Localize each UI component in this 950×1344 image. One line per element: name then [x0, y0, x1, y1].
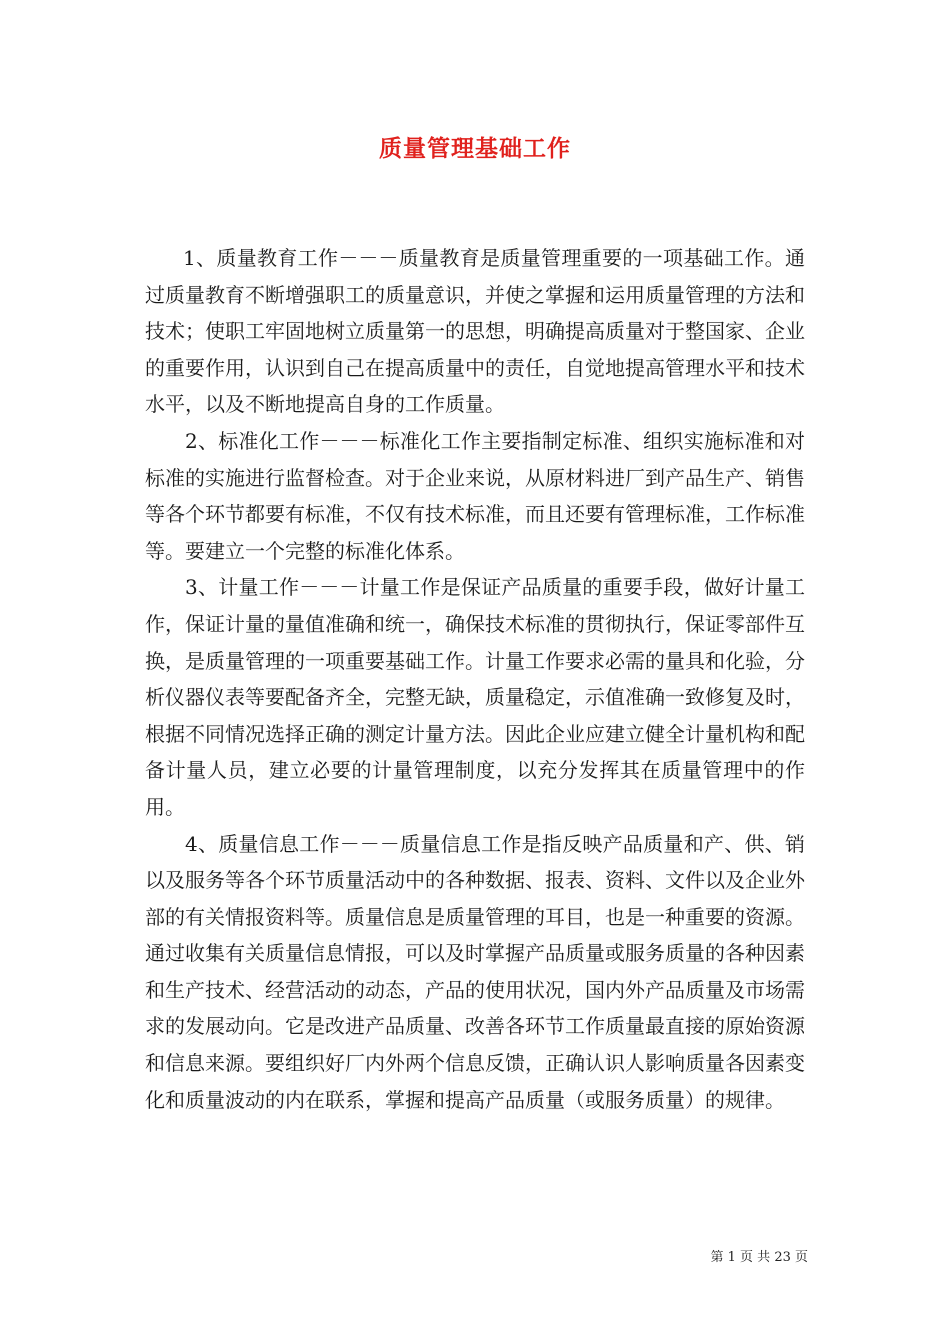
page-number-footer: 第 1 页 共 23 页: [710, 1250, 808, 1265]
document-title: 质量管理基础工作: [379, 135, 571, 162]
document-body: [145, 240, 805, 1118]
paragraph-quality-education: 1、质量教育工作－－－质量教育是质量管理重要的一项基础工作。通过质量教育不断增强职工的质量意识，并使之掌握和运用质量管理的方法和技术；使职工牢固地树立质量第一的思想，明确提高质量对于整国家、企业的重要作用，认识到自己在提高质量中的责任，自觉地提高管理水平和技术水平，以及不断地提高自身的工作质量。: [145, 246, 805, 417]
paragraph-quality-information: 4、质量信息工作－－－质量信息工作是指反映产品质量和产、供、销以及服务等各个环节质量活动中的各种数据、报表、资料、文件以及企业外部的有关情报资料等。质量信息是质量管理的耳目，也是一种重要的资源。通过收集有关质量信息情报，可以及时掌握产品质量或服务质量的各种因素和生产技术、经营活动的动态，产品的使用状况，国内外产品质量及市场需求的发展动向。它是改进产品质量、改善各环节工作质量最直接的原始资源和信息来源。要组织好厂内外两个信息反馈，正确认识人影响质量各因素变化和质量波动的内在联系，掌握和提高产品质量（或服务质量）的规律。: [145, 831, 805, 1112]
paragraph-metrology: 3、计量工作－－－计量工作是保证产品质量的重要手段，做好计量工作，保证计量的量值准确和统一，确保技术标准的贯彻执行，保证零部件互换，是质量管理的一项重要基础工作。计量工作要求必需的量具和化验，分析仪器仪表等要配备齐全，完整无缺，质量稳定，示值准确一致修复及时，根据不同情况选择正确的测定计量方法。因此企业应建立健全计量机构和配备计量人员，建立必要的计量管理制度，以充分发挥其在质量管理中的作用。: [145, 575, 805, 819]
paragraph-standardization: 2、标准化工作－－－标准化工作主要指制定标准、组织实施标准和对标准的实施进行监督检查。对于企业来说，从原材料进厂到产品生产、销售等各个环节都要有标准，不仅有技术标准，而且还要有管理标准，工作标准等。要建立一个完整的标准化体系。: [145, 428, 805, 563]
